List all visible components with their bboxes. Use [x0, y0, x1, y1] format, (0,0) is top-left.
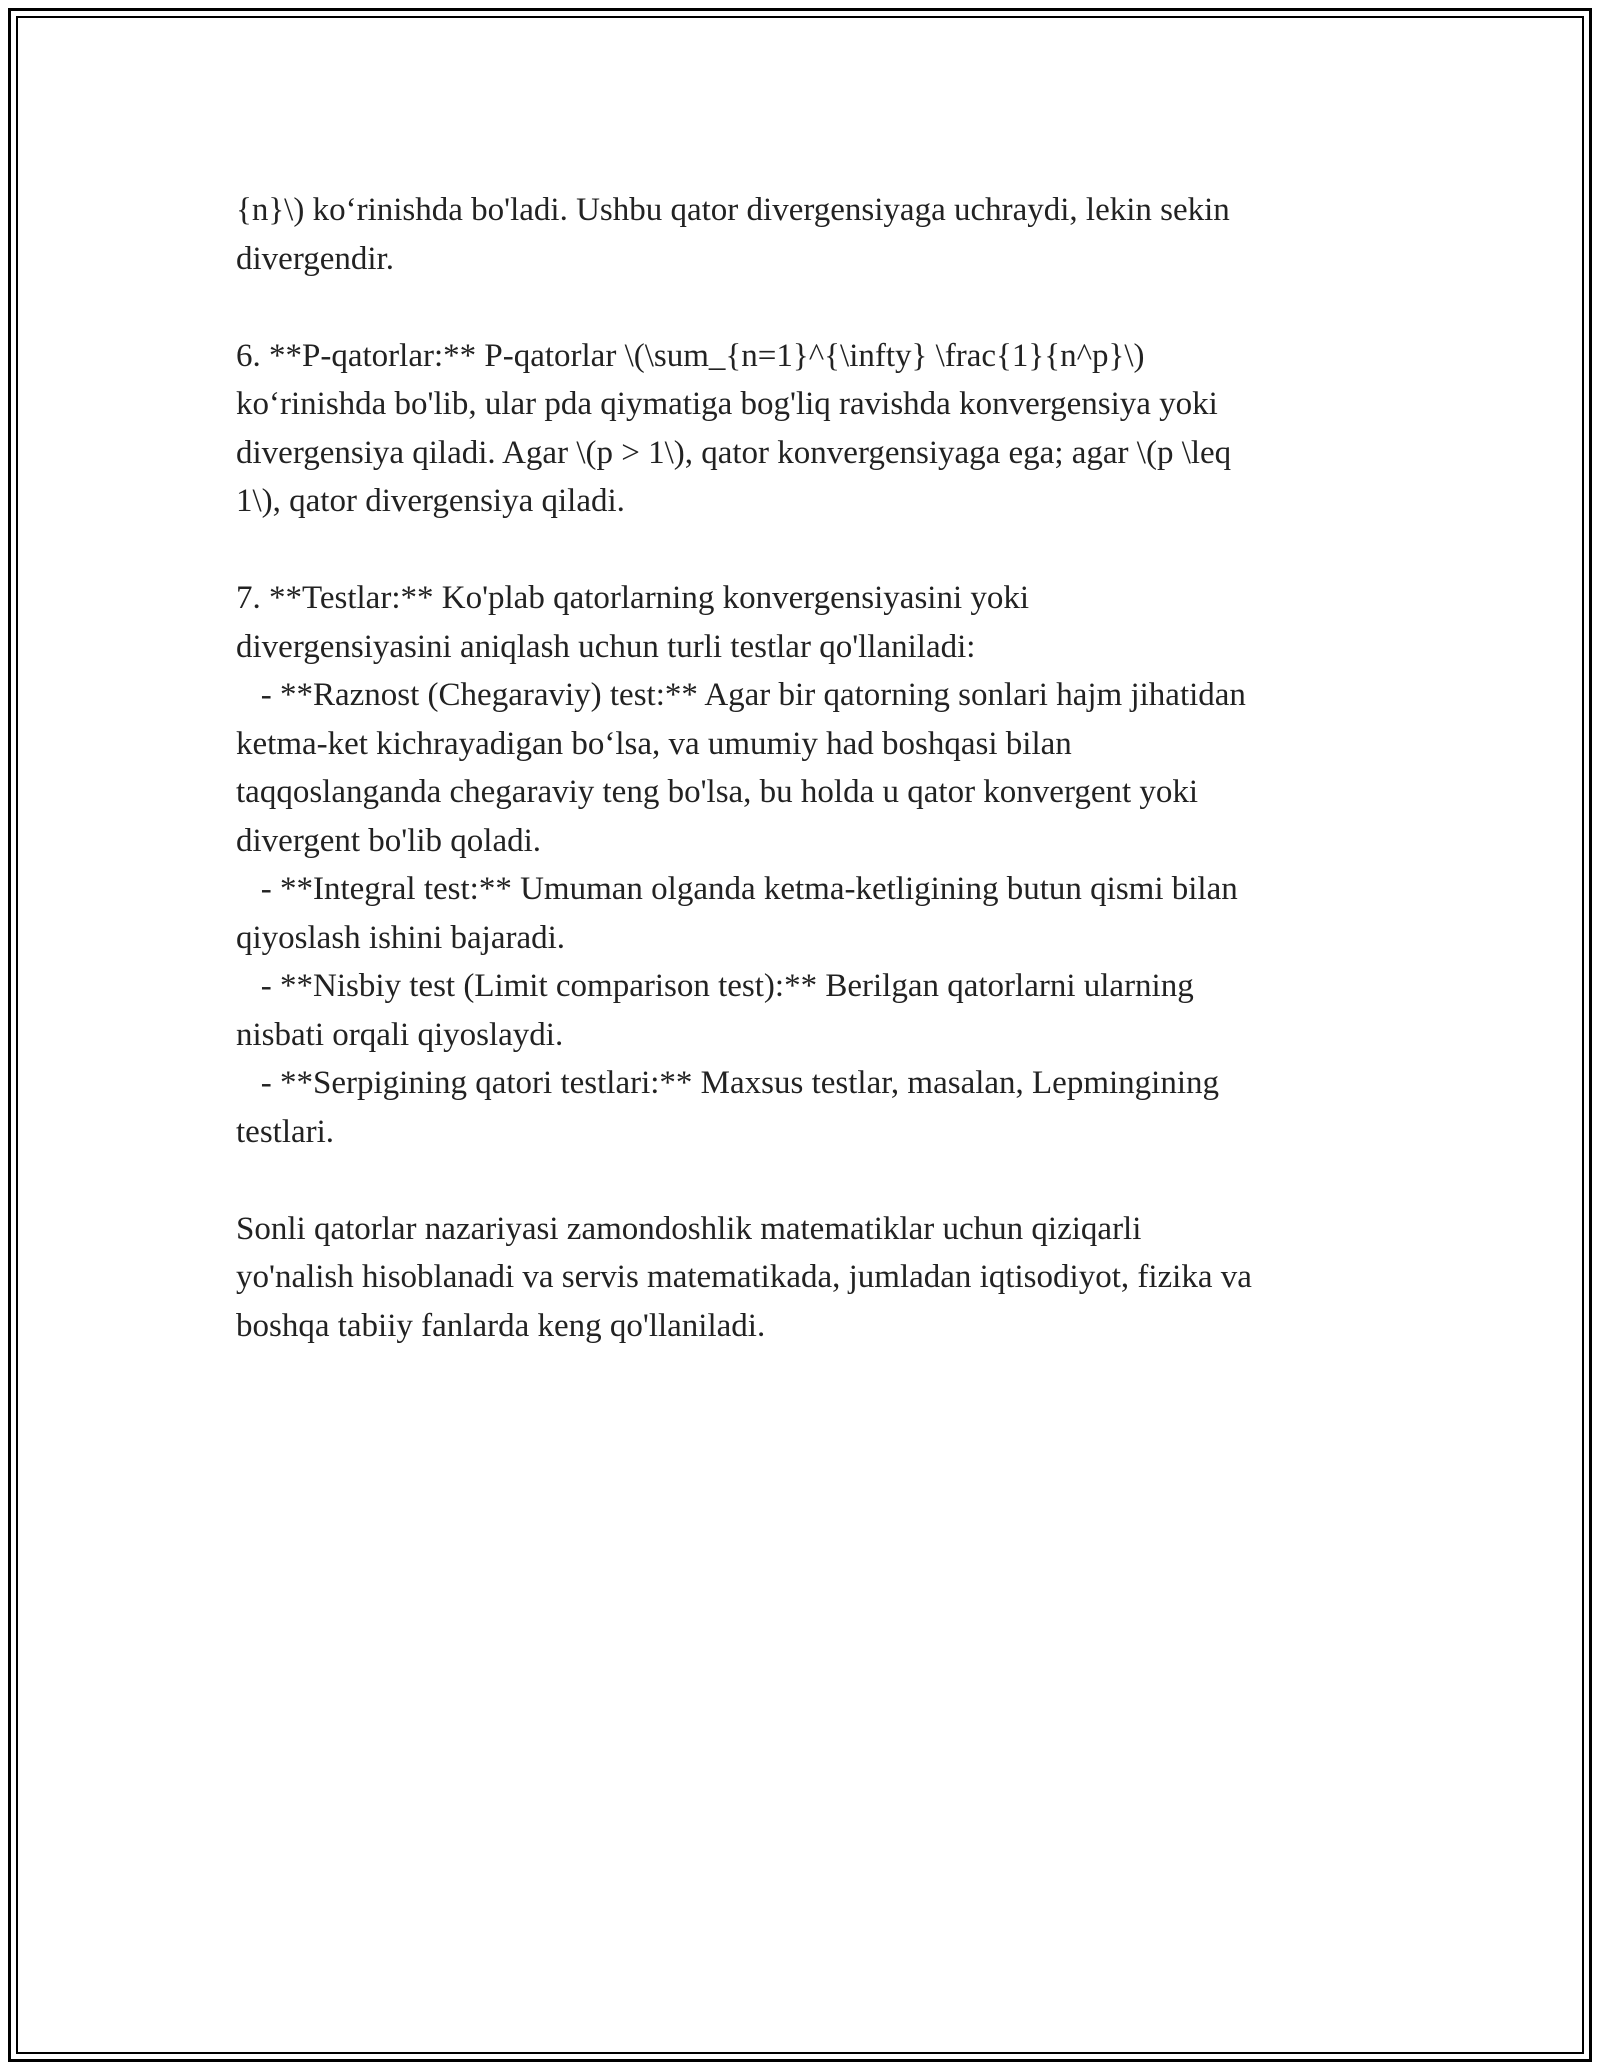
paragraph-p-series	[236, 332, 1376, 526]
text-line: - **Nisbiy test (Limit comparison test):** Berilgan qatorlarni ularning	[236, 968, 1194, 1004]
text-line: yo'nalish hisoblanadi va servis matematikada, jumladan iqtisodiyot, fizika va	[236, 1259, 1252, 1295]
text-line: taqqoslanganda chegaraviy teng bo'lsa, bu holda u qator konvergent yoki	[236, 774, 1199, 810]
text-line: ketma-ket kichrayadigan bo‘lsa, va umumiy had boshqasi bilan	[236, 725, 1072, 762]
text-line: - **Raznost (Chegaraviy) test:** Agar bir qatorning sonlari hajm jihatidan	[236, 677, 1246, 713]
text-line: 6. **P-qatorlar:** P-qatorlar \(\sum_{n=1}^{\infty} \frac{1}{n^p}\)	[236, 337, 1145, 374]
text-line: divergensiya qiladi. Agar \(p > 1\), qator konvergensiyaga ega; agar \(p \leq	[236, 434, 1232, 471]
document-body	[236, 186, 1376, 1399]
text-line: divergendir.	[236, 240, 394, 277]
paragraph-tests	[236, 574, 1376, 1156]
text-line: 7. **Testlar:** Ko'plab qatorlarning konvergensiyasini yoki	[236, 580, 1030, 616]
text-line: divergent bo'lib qoladi.	[236, 822, 542, 859]
text-line: 1\), qator divergensiya qiladi.	[236, 483, 625, 519]
text-line: divergensiyasini aniqlash uchun turli testlar qo'llaniladi:	[236, 628, 976, 665]
text-line: testlari.	[236, 1113, 335, 1150]
text-line: ko‘rinishda bo'lib, ular pda qiymatiga bog'liq ravishda konvergensiya yoki	[236, 386, 1218, 422]
paragraph-harmonic-continuation	[236, 186, 1376, 283]
text-line: Sonli qatorlar nazariyasi zamondoshlik matematiklar uchun qiziqarli	[236, 1210, 1142, 1247]
text-line: qiyoslash ishini bajaradi.	[236, 919, 566, 956]
paragraph-conclusion	[236, 1205, 1376, 1351]
text-line: boshqa tabiiy fanlarda keng qo'llaniladi.	[236, 1307, 766, 1344]
text-line: - **Integral test:** Umuman olganda ketma-ketligining butun qismi bilan	[236, 871, 1238, 907]
text-line: nisbati orqali qiyoslaydi.	[236, 1016, 564, 1053]
text-line: {n}\) ko‘rinishda bo'ladi. Ushbu qator divergensiyaga uchraydi, lekin sekin	[236, 192, 1230, 228]
text-line: - **Serpigining qatori testlari:** Maxsus testlar, masalan, Lepmingining	[236, 1065, 1220, 1101]
